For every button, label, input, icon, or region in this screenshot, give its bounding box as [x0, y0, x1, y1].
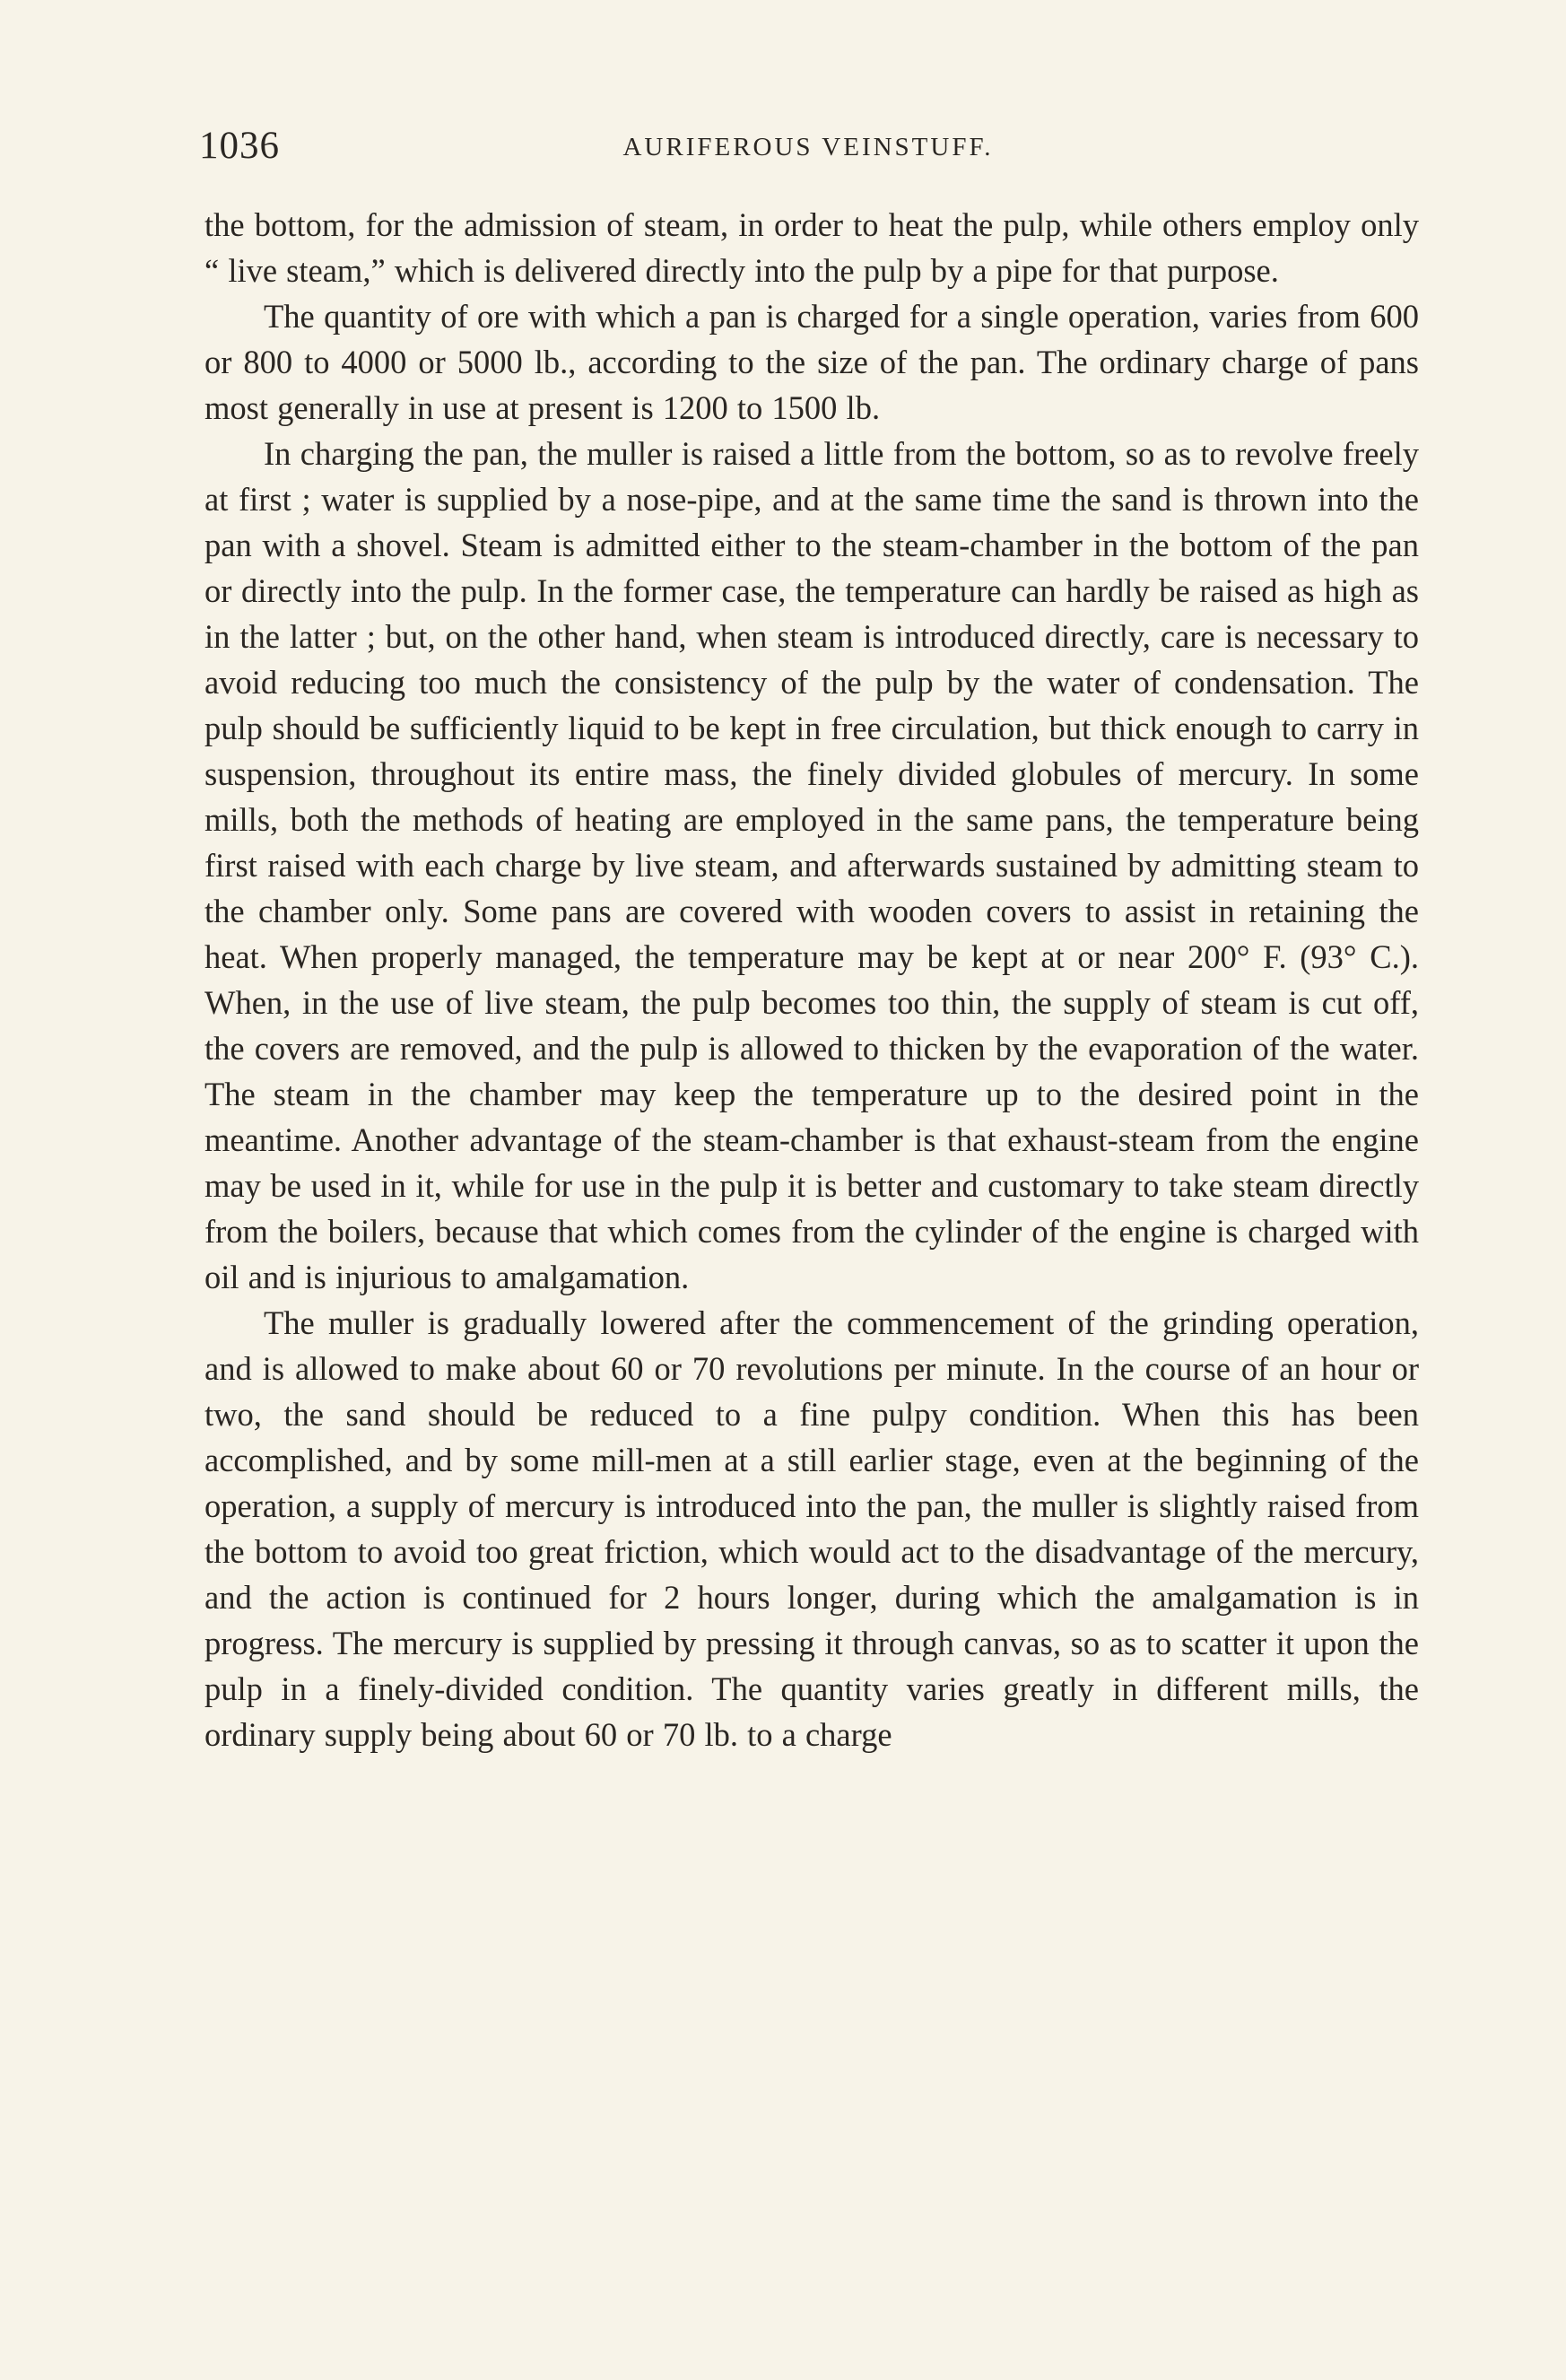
paragraph-ore-quantity: The quantity of ore with which a pan is charged for a single operation, varies from 600 or 800 to 4000 or 5000 lb., according to the size of the pan. The ordinary charge of pans most generally in use at present is 1200 to 1500 lb. — [204, 298, 1419, 426]
paragraph-charging-pan: In charging the pan, the muller is raised a little from the bottom, so as to revolve freely at first ; water is supplied by a nose-pipe, and at the same time the sand is thrown into the pan with a shovel. Steam is admitted either to the steam-chamber in the bottom of the pan or directly into the pulp. In the former case, the temperature can hardly be raised as high as in the latter ; but, on the other hand, when steam is introduced directly, care is necessary to avoid reducing too much the consistency of the pulp by the water of condensation. The pulp should be sufficiently liquid to be kept in free circulation, but thick enough to carry in suspension, throughout its entire mass, the finely divided globules of mercury. In some mills, both the methods of heating are employed in the same pans, the temperature being first raised with each charge by live steam, and afterwards sustained by admitting steam to the chamber only. Some pans are covered with wooden covers to assist in retaining the heat. When properly managed, the temperature may be kept at or near 200° F. (93° C.). When, in the use of live steam, the pulp becomes too thin, the supply of steam is cut off, the covers are removed, and the pulp is allowed to thicken by the evaporation of the water. The steam in the chamber may keep the temperature up to the desired point in the meantime. Another advantage of the steam-chamber is that exhaust-steam from the engine may be used in it, while for use in the pulp it is better and customary to take steam directly from the boilers, because that which comes from the cylinder of the engine is charged with oil and is injurious to amalgamation. — [204, 435, 1419, 1295]
body-text — [204, 202, 1419, 1757]
page-number: 1036 — [199, 125, 280, 167]
running-head: AURIFEROUS VEINSTUFF. — [622, 133, 994, 161]
paragraph-muller-lowered: The muller is gradually lowered after the commencement of the grinding operation, and is allowed to make about 60 or 70 revolutions per minute. In the course of an hour or two, the sand should be reduced to a fine pulpy condition. When this has been accomplished, and by some mill-men at a still earlier stage, even at the beginning of the operation, a supply of mercury is introduced into the pan, the muller is slightly raised from the bottom to avoid too great friction, which would act to the disadvantage of the mercury, and the action is continued for 2 hours longer, during which the amalgamation is in progress. The mercury is supplied by pressing it through canvas, so as to scatter it upon the pulp in a finely-divided condition. The quantity varies greatly in different mills, the ordinary supply being about 60 or 70 lb. to a charge — [204, 1304, 1419, 1753]
page-header — [199, 124, 1417, 187]
paragraph-continued: the bottom, for the admission of steam, in order to heat the pulp, while others employ only “ live steam,” which is delivered directly into the pulp by a pipe for that purpose. — [204, 206, 1419, 289]
